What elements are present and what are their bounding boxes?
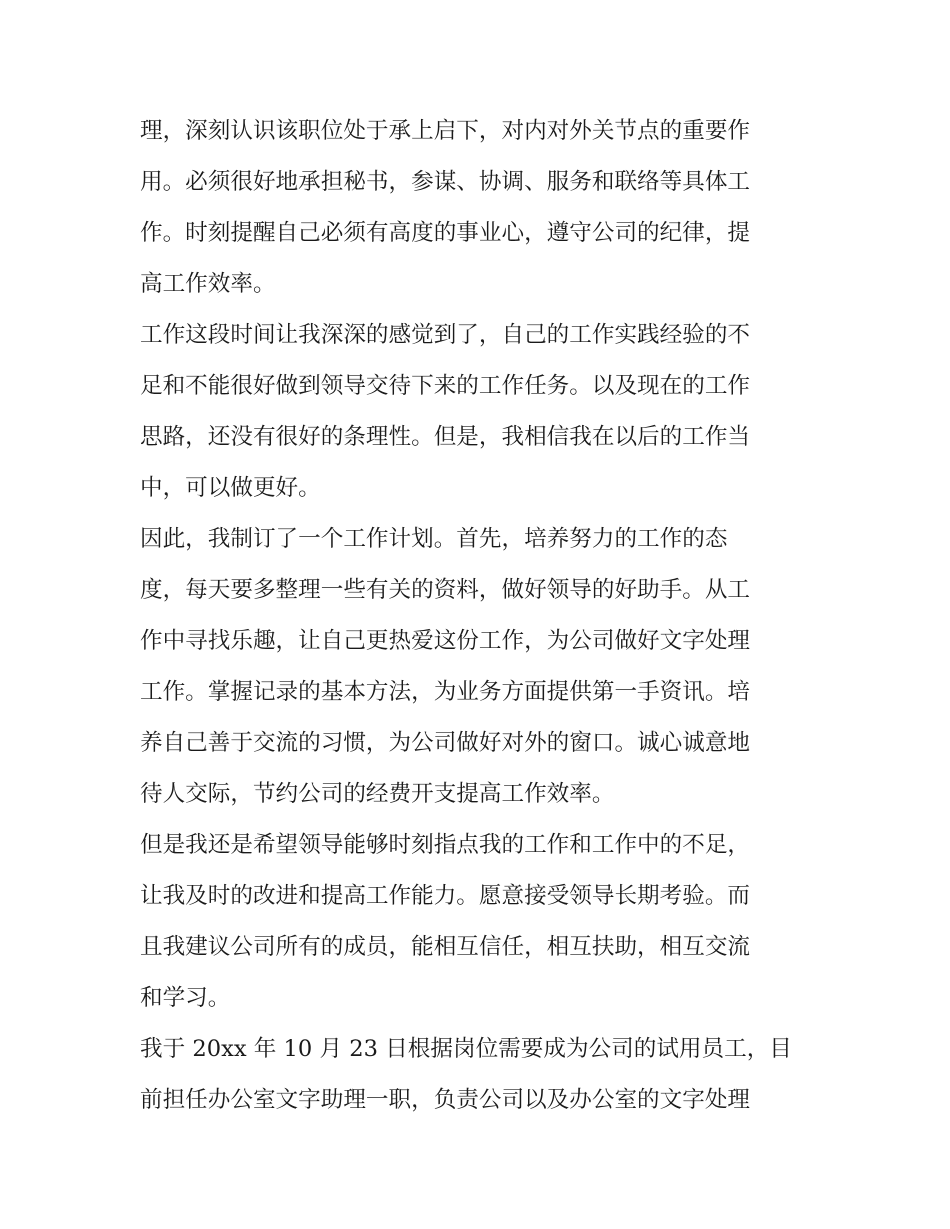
text-line: 待人交际，节约公司的经费开支提高工作效率。 — [140, 781, 615, 807]
text-line: 思路，还没有很好的条理性。但是，我相信我在以后的工作当 — [140, 424, 751, 450]
text-line: 作。时刻提醒自己必须有高度的事业心，遵守公司的纪律，提 — [140, 220, 751, 246]
text-line: 养自己善于交流的习惯，为公司做好对外的窗口。诚心诚意地 — [140, 730, 751, 756]
text-line: 用。必须很好地承担秘书，参谋、协调、服务和联络等具体工 — [140, 169, 751, 195]
text-line: 我于 20xx 年 10 月 23 日根据岗位需要成为公司的试用员工，目 — [140, 1036, 792, 1062]
text-line: 让我及时的改进和提高工作能力。愿意接受领导长期考验。而 — [140, 883, 751, 909]
text-line: 足和不能很好做到领导交待下来的工作任务。以及现在的工作 — [140, 373, 751, 399]
text-line: 前担任办公室文字助理一职，负责公司以及办公室的文字处理 — [140, 1087, 751, 1113]
text-line: 且我建议公司所有的成员，能相互信任，相互扶助，相互交流 — [140, 934, 751, 960]
text-line: 和学习。 — [140, 985, 231, 1011]
text-line: 中，可以做更好。 — [140, 475, 321, 501]
text-line: 工作。掌握记录的基本方法，为业务方面提供第一手资讯。培 — [140, 679, 751, 705]
text-line: 但是我还是希望领导能够时刻指点我的工作和工作中的不足， — [140, 832, 751, 858]
text-line: 因此，我制订了一个工作计划。首先，培养努力的工作的态 — [140, 526, 728, 552]
text-line: 作中寻找乐趣，让自己更热爱这份工作，为公司做好文字处理 — [140, 628, 751, 654]
body-text — [140, 106, 820, 1126]
text-line: 工作这段时间让我深深的感觉到了，自己的工作实践经验的不 — [140, 322, 751, 348]
text-line: 高工作效率。 — [140, 271, 276, 297]
text-line: 度，每天要多整理一些有关的资料，做好领导的好助手。从工 — [140, 577, 751, 603]
text-line: 理，深刻认识该职位处于承上启下，对内对外关节点的重要作 — [140, 118, 751, 144]
